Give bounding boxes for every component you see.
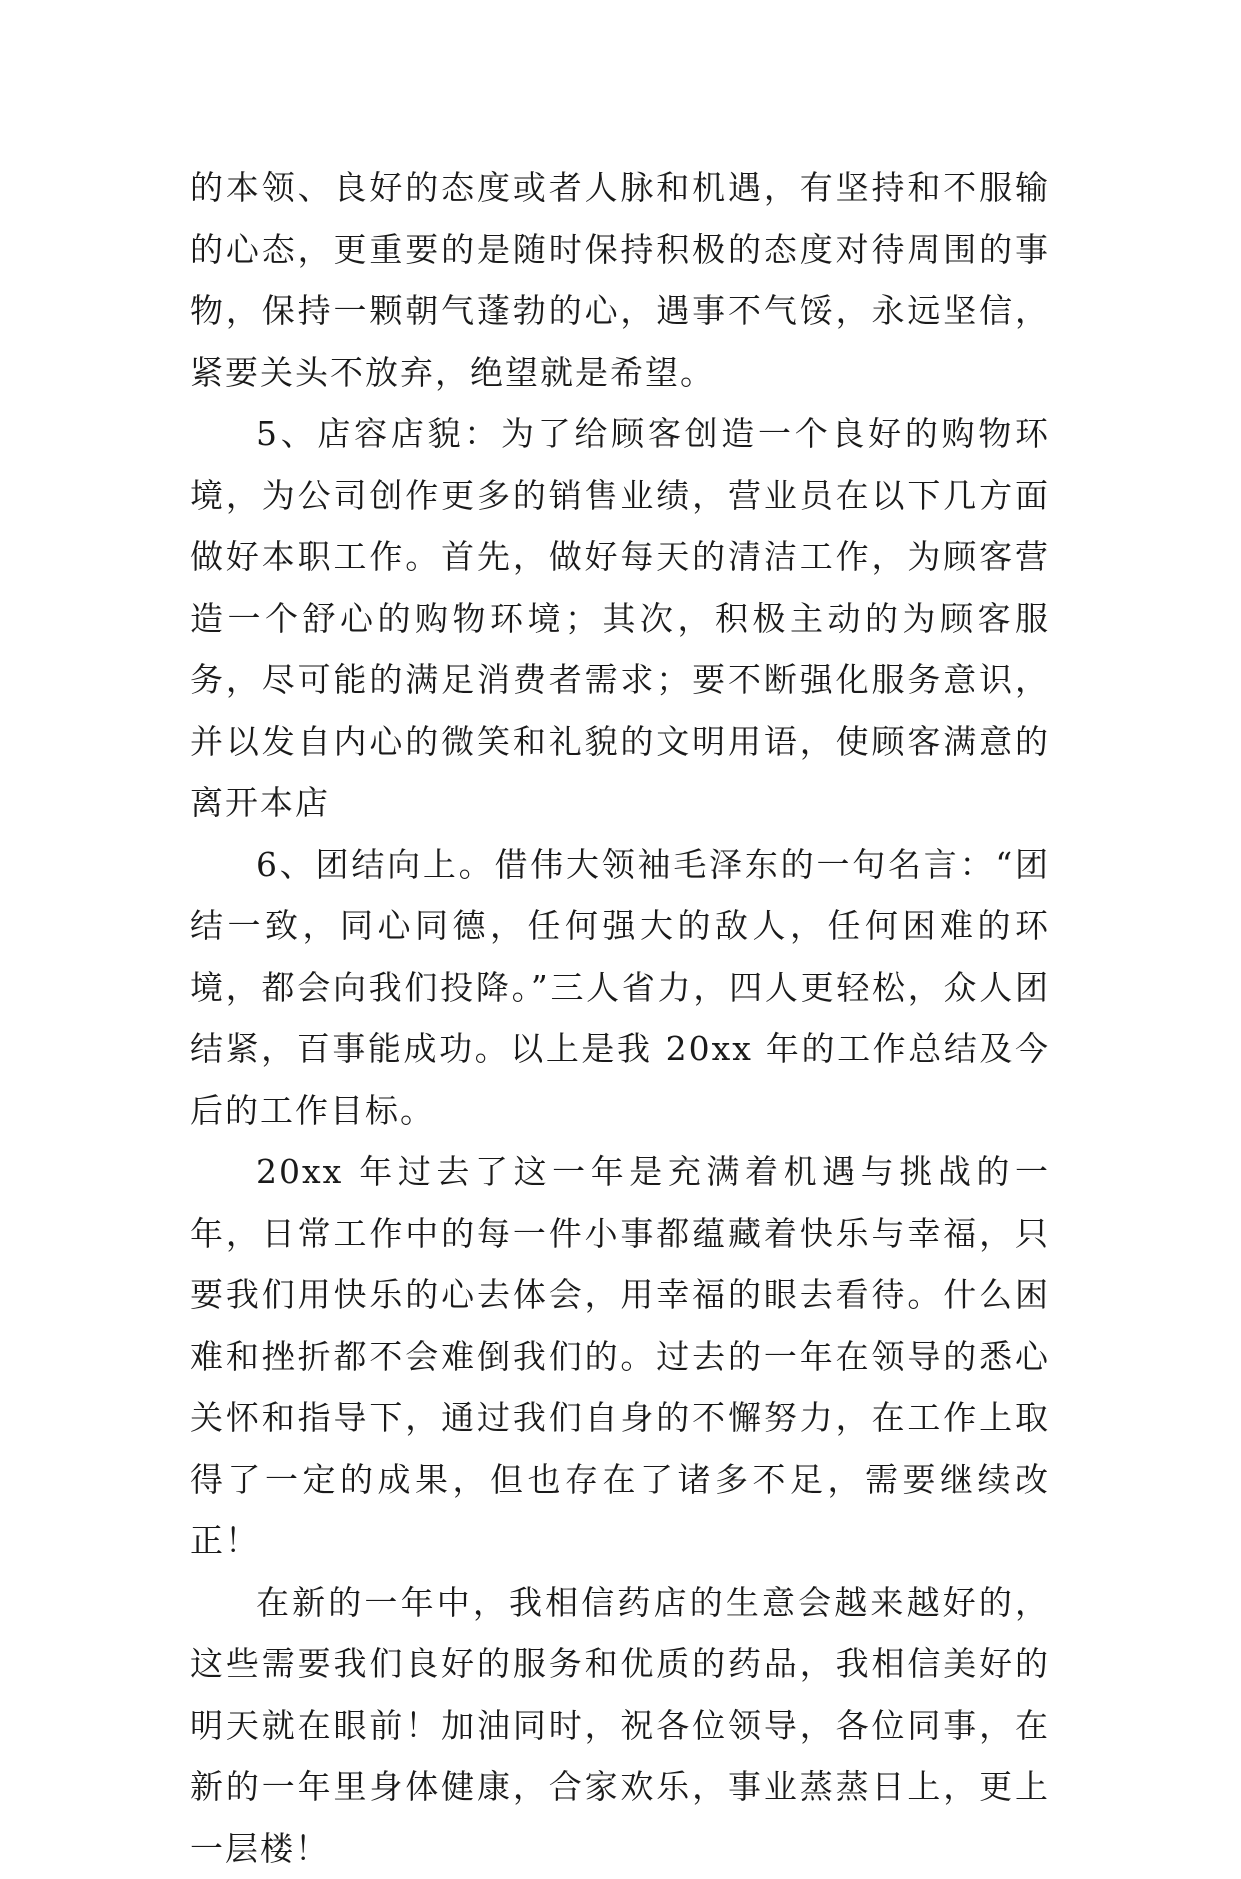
paragraph-store-appearance: 5、店容店貌：为了给顾客创造一个良好的购物环境，为公司创作更多的销售业绩，营业员在以下几方面做好本职工作。首先，做好每天的清洁工作，为顾客营造一个舒心的购物环境；其次，积极主动的为顾客服务，尽可能的满足消费者需求；要不断强化服务意识，并以发自内心的微笑和礼貌的文明用语，使顾客满意的离开本店 <box>190 403 1050 834</box>
paragraph-new-year-wishes: 在新的一年中，我相信药店的生意会越来越好的，这些需要我们良好的服务和优质的药品，我相信美好的明天就在眼前！加油同时，祝各位领导，各位同事，在新的一年里身体健康，合家欢乐，事业蒸蒸日上，更上一层楼！ <box>190 1572 1050 1879</box>
paragraph-continued: 的本领、良好的态度或者人脉和机遇，有坚持和不服输的心态，更重要的是随时保持积极的态度对待周围的事物，保持一颗朝气蓬勃的心，遇事不气馁，永远坚信，紧要关头不放弃，绝望就是希望。 <box>190 157 1050 403</box>
document-body <box>190 157 1050 1879</box>
paragraph-year-review: 20xx 年过去了这一年是充满着机遇与挑战的一年，日常工作中的每一件小事都蕴藏着快乐与幸福，只要我们用快乐的心去体会，用幸福的眼去看待。什么困难和挫折都不会难倒我们的。过去的一年在领导的悉心关怀和指导下，通过我们自身的不懈努力，在工作上取得了一定的成果，但也存在了诸多不足，需要继续改正！ <box>190 1141 1050 1572</box>
paragraph-teamwork: 6、团结向上。借伟大领袖毛泽东的一句名言：“团结一致，同心同德，任何强大的敌人，任何困难的环境，都会向我们投降。”三人省力，四人更轻松，众人团结紧，百事能成功。以上是我 20xx 年的工作总结及今后的工作目标。 <box>190 834 1050 1142</box>
